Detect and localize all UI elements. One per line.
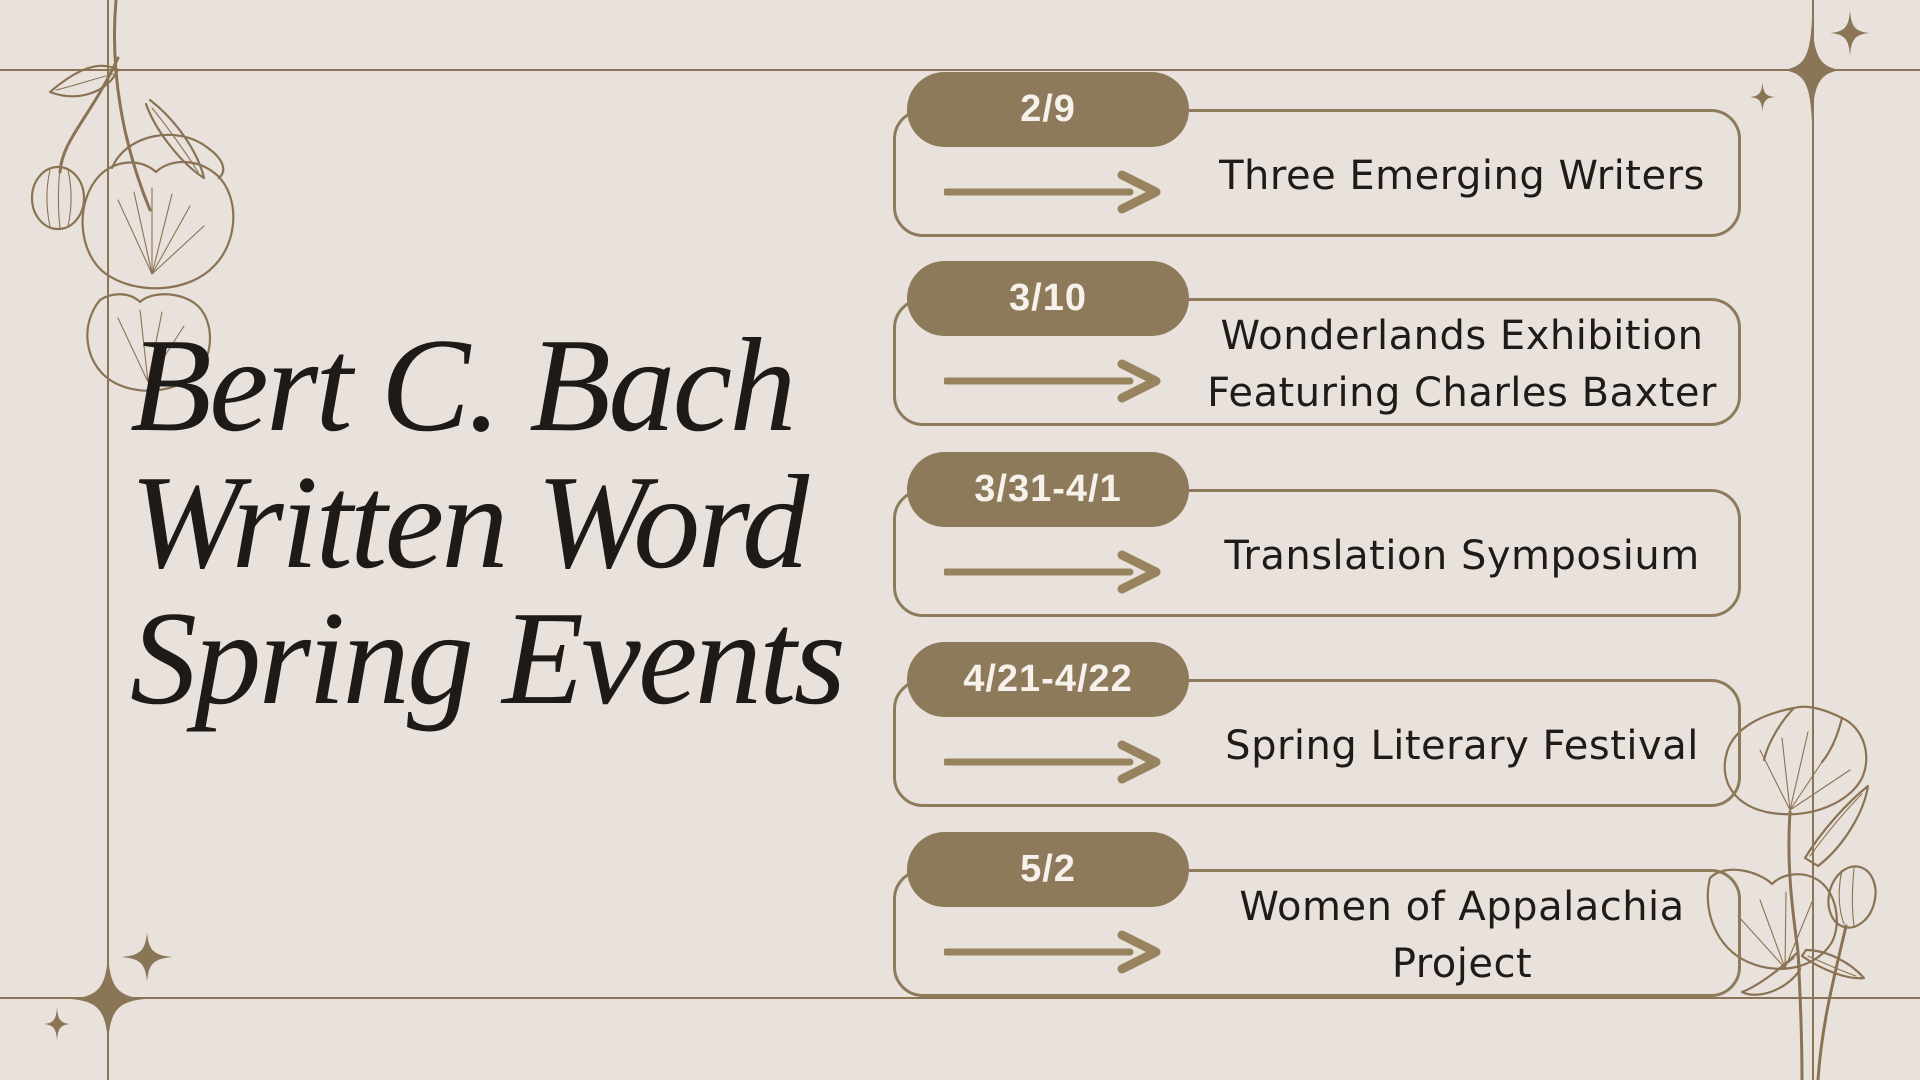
event-name: Women of Appalachia Project: [1239, 884, 1685, 987]
slide-title: [130, 311, 844, 733]
arrow-right-icon: [944, 170, 1174, 214]
event-date-badge: 3/31-4/1: [907, 452, 1189, 527]
sparkle-icon: [44, 1007, 70, 1041]
event-name: Translation Symposium: [1224, 532, 1700, 579]
title-line: Bert C. Bach: [130, 311, 794, 459]
frame-line-right: [1812, 0, 1814, 1080]
event-name: Spring Literary Festival: [1225, 722, 1699, 769]
arrow-right-icon: [944, 930, 1174, 974]
event-card: [893, 277, 1741, 426]
event-name: Wonderlands Exhibition Featuring Charles Baxter: [1207, 313, 1717, 416]
title-line: Written Word: [130, 447, 807, 596]
sparkle-icon: [1750, 82, 1775, 112]
event-date-badge: 3/10: [907, 261, 1189, 336]
arrow-right-icon: [944, 359, 1174, 403]
sparkle-icon: [1830, 10, 1870, 56]
sparkle-icon: [121, 932, 173, 982]
event-card: [893, 848, 1741, 997]
arrow-right-icon: [944, 550, 1174, 594]
title-line: Spring Events: [130, 584, 844, 733]
event-date-badge: 2/9: [907, 72, 1189, 147]
frame-line-left: [107, 0, 109, 1080]
event-date-badge: 4/21-4/22: [907, 642, 1189, 717]
frame-line-bottom: [0, 997, 1920, 999]
frame-line-top: [0, 69, 1920, 71]
event-card: [893, 658, 1741, 807]
event-card: [893, 468, 1741, 617]
event-name: Three Emerging Writers: [1219, 152, 1705, 199]
event-card: [893, 88, 1741, 237]
event-date-badge: 5/2: [907, 832, 1189, 907]
arrow-right-icon: [944, 740, 1174, 784]
